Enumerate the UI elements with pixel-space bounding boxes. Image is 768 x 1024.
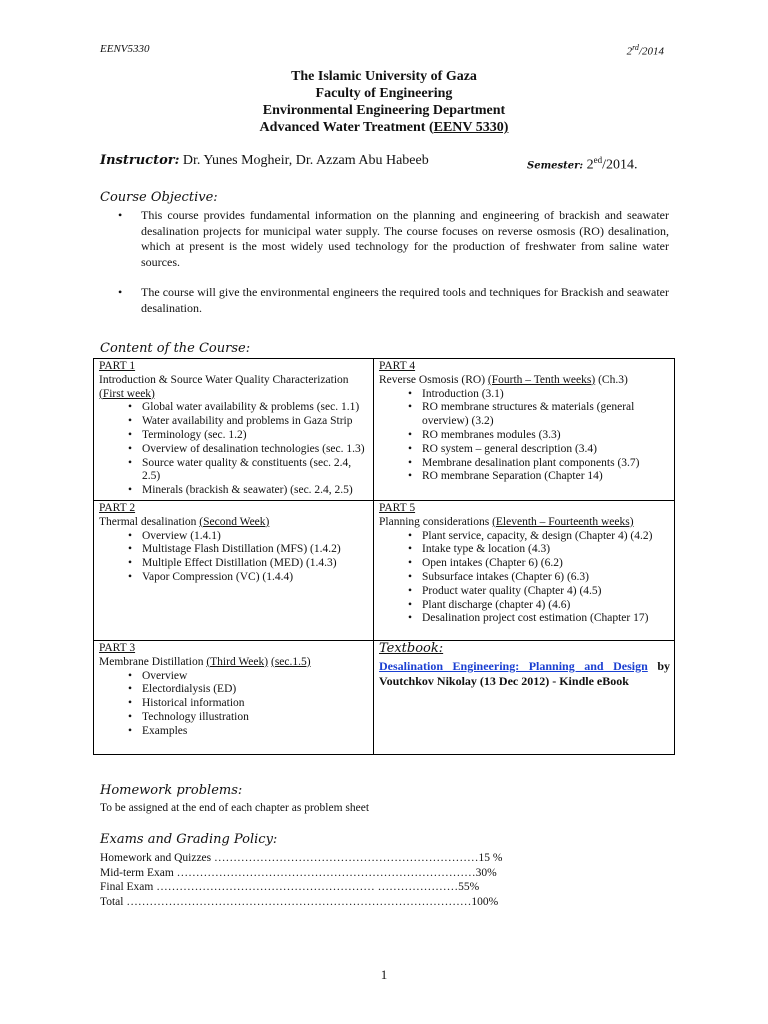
list-item: • Overview (1.4.1)	[129, 530, 369, 544]
grading-heading: Exams and Grading Policy:	[100, 832, 278, 847]
part4-title: PART 4	[379, 360, 416, 372]
department-name: Environmental Engineering Department	[262, 103, 506, 118]
part5-cell	[374, 500, 675, 640]
list-item: • Membrane desalination plant components (3.7)	[409, 457, 670, 471]
part4-desc: Reverse Osmosis (RO) (Fourth – Tenth weeks) (Ch.3)	[379, 373, 628, 386]
list-item: • Water availability and problems in Gaza Strip	[129, 415, 369, 429]
part3-title: PART 3	[99, 641, 136, 654]
part1-cell	[94, 359, 374, 501]
list-item: • Subsurface intakes (Chapter 6) (6.3)	[409, 571, 670, 585]
list-item: • Plant service, capacity, & design (Chapter 4) (4.2)	[409, 530, 670, 544]
list-item: • Historical information	[129, 697, 369, 711]
faculty-name: Faculty of Engineering	[315, 86, 453, 101]
textbook-link[interactable]: Desalination Engineering: Planning and Design	[379, 658, 648, 673]
textbook-author: Voutchkov Nikolay (13 Dec 2012) - Kindle eBook	[379, 673, 629, 688]
list-item: • Plant discharge (chapter 4) (4.6)	[409, 599, 670, 613]
list-item: • Global water availability & problems (sec. 1.1)	[129, 401, 369, 415]
header-course-code: EENV5330	[100, 43, 150, 55]
list-item: • Overview of desalination technologies (sec. 1.3)	[129, 443, 369, 457]
part1-title: PART 1	[99, 360, 136, 372]
grading-item: Mid-term Exam ……………………………………………………………………30%	[100, 866, 497, 879]
part5-title: PART 5	[379, 501, 416, 514]
list-item: • Vapor Compression (VC) (1.4.4)	[129, 571, 369, 585]
list-item: • Technology illustration	[129, 711, 369, 725]
part1-week: (First week)	[99, 387, 155, 400]
course-code-underlined: EENV 5330)	[433, 120, 509, 135]
grading-item: Total ………………………………………………………………………………100%	[100, 895, 499, 908]
semester-line: Semester: $2^{ed}/2014$.	[527, 155, 638, 173]
homework-text: To be assigned at the end of each chapter as problem sheet	[100, 802, 370, 814]
textbook-cell	[374, 640, 675, 754]
part2-desc: Thermal desalination (Second Week)	[99, 515, 270, 528]
list-item: • Examples	[129, 725, 369, 739]
homework-heading: Homework problems:	[100, 783, 243, 798]
part3-cell	[94, 640, 374, 754]
part3-list	[99, 670, 369, 739]
list-item: • RO membrane structures & materials (general overview) (3.2)	[409, 401, 670, 429]
page-number: 1	[380, 967, 388, 982]
part4-cell	[374, 359, 675, 501]
objective-list	[113, 208, 669, 316]
list-item: • Introduction (3.1)	[409, 388, 670, 402]
part1-desc: Introduction & Source Water Quality Characterization	[99, 373, 349, 386]
list-item: • Terminology (sec. 1.2)	[129, 429, 369, 443]
part4-list	[379, 388, 670, 485]
content-table	[93, 358, 675, 755]
content-heading: Content of the Course:	[100, 341, 251, 356]
university-name: The Islamic University of Gaza	[291, 69, 477, 84]
part5-list	[379, 530, 670, 627]
course-title: Advanced Water Treatment (EENV 5330)	[259, 120, 509, 135]
textbook-reference: Desalination Engineering: Planning and Design by Voutchkov Nikolay (13 Dec 2012) - Kindle eBook	[379, 658, 670, 688]
list-item: • RO membranes modules (3.3)	[409, 429, 670, 443]
objective-item: • The course will give the environmental engineers the required tools and techniques for Brackish and seawater desalination.	[113, 285, 669, 316]
semester-label: Semester:	[527, 160, 584, 172]
header-date: 2rd/2014	[626, 43, 664, 58]
grading-item: Final Exam ………………………………………………… …………………55%	[100, 881, 480, 893]
part2-cell	[94, 500, 374, 640]
list-item: • Source water quality & constituents (sec. 2.4, 2.5)	[129, 457, 369, 485]
list-item: • Minerals (brackish & seawater) (sec. 2.4, 2.5)	[129, 484, 369, 498]
instructor-names: Dr. Yunes Mogheir, Dr. Azzam Abu Habeeb	[182, 153, 429, 168]
instructor-line	[100, 153, 429, 169]
grading-item: Homework and Quizzes ……………………………………………………………15 %	[100, 852, 503, 864]
list-item: • Product water quality (Chapter 4) (4.5)	[409, 585, 670, 599]
list-item: • RO membrane Separation (Chapter 14)	[409, 470, 670, 484]
list-item: • Multistage Flash Distillation (MFS) (1.4.2)	[129, 543, 369, 557]
list-item: • Overview	[129, 670, 369, 684]
list-item: • Open intakes (Chapter 6) (6.2)	[409, 557, 670, 571]
grading-list	[100, 851, 502, 909]
part5-desc: Planning considerations (Eleventh – Fourteenth weeks)	[379, 515, 634, 528]
instructor-label: Instructor:	[100, 153, 180, 168]
course-objective-heading: Course Objective:	[100, 190, 218, 205]
list-item: • Desalination project cost estimation (Chapter 17)	[409, 612, 670, 626]
part2-list	[99, 530, 369, 585]
list-item: • Multiple Effect Distillation (MED) (1.4.3)	[129, 557, 369, 571]
list-item: • RO system – general description (3.4)	[409, 443, 670, 457]
textbook-heading: Textbook:	[379, 640, 444, 656]
list-item: • Electordialysis (ED)	[129, 683, 369, 697]
part3-desc: Membrane Distillation (Third Week) (sec.1.5)	[99, 655, 311, 668]
title-block	[0, 68, 768, 136]
part2-title: PART 2	[99, 501, 136, 514]
objective-item: • This course provides fundamental information on the planning and engineering of brackish and seawater desalination projects for municipal water supply. The course focuses on reverse osmosis (RO) desalination, which at present is the most widely used technology for the production of freshwater from saline water sources.	[113, 208, 669, 270]
list-item: • Intake type & location (4.3)	[409, 543, 670, 557]
part1-list	[99, 401, 369, 498]
